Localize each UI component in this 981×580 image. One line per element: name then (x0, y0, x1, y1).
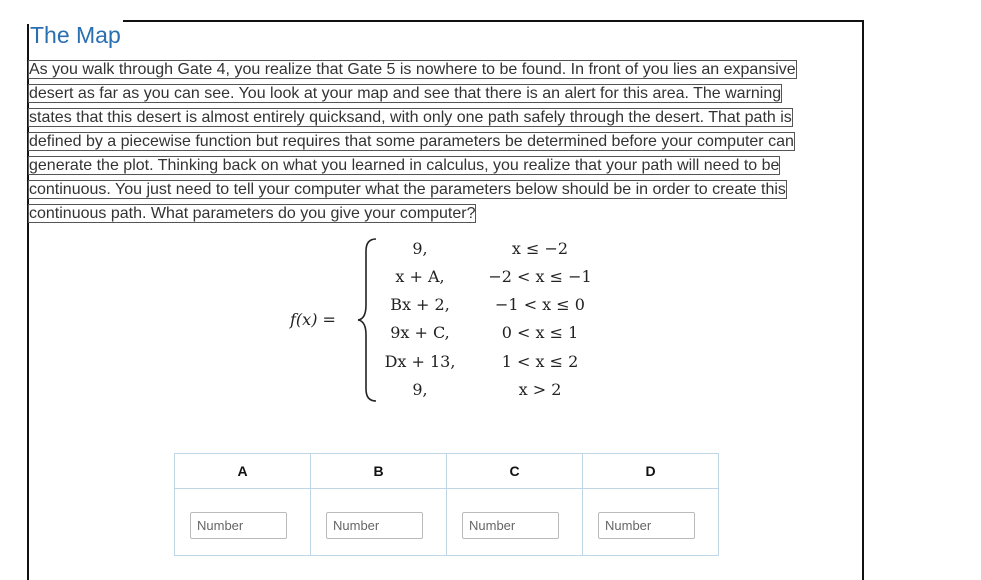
function-lhs: f(x) = (290, 310, 336, 329)
text-line-content: continuous path. What parameters do you give your computer? (29, 205, 476, 222)
text-line-content: continuous. You just need to tell your computer what the parameters below should be in order to create this (29, 181, 786, 198)
parameter-d-input[interactable] (598, 512, 695, 539)
piece-condition: 0 < x ≤ 1 (501, 323, 579, 342)
text-line-content: desert as far as you can see. You look at your map and see that there is an alert for this area. The warning (29, 85, 782, 102)
table-header-row (175, 454, 719, 489)
table-row (175, 489, 719, 556)
cell-b (311, 489, 447, 556)
piecewise-brace (356, 237, 378, 403)
piece-expression: 9, (412, 239, 428, 258)
parameter-a-input[interactable] (190, 512, 287, 539)
question-text (29, 58, 863, 226)
text-line (29, 106, 863, 130)
text-line-content: As you walk through Gate 4, you realize that Gate 5 is nowhere to be found. In front of you lies an expansive (29, 61, 796, 78)
column-header-d: D (583, 454, 719, 489)
text-line (29, 82, 863, 106)
text-line-content: states that this desert is almost entirely quicksand, with only one path safely through the desert. That path is (29, 109, 792, 126)
column-header-a: A (175, 454, 311, 489)
text-line-content: defined by a piecewise function but requires that some parameters be determined before your computer can (29, 133, 794, 150)
text-line (29, 58, 863, 82)
piece-condition: x > 2 (518, 380, 562, 399)
text-line (29, 154, 863, 178)
cell-d (583, 489, 719, 556)
text-line (29, 202, 863, 226)
cell-c (447, 489, 583, 556)
piece-expression: Dx + 13, (384, 352, 456, 371)
page-title: The Map (30, 22, 121, 48)
text-line (29, 130, 863, 154)
column-header-c: C (447, 454, 583, 489)
parameter-c-input[interactable] (462, 512, 559, 539)
piece-expression: Bx + 2, (390, 295, 450, 314)
text-line-content: generate the plot. Thinking back on what you learned in calculus, you realize that your path will need to be (29, 157, 780, 174)
text-line (29, 178, 863, 202)
piece-condition: −2 < x ≤ −1 (488, 267, 592, 286)
piece-expression: 9x + C, (390, 323, 450, 342)
piece-condition: 1 < x ≤ 2 (501, 352, 579, 371)
piece-condition: −1 < x ≤ 0 (495, 295, 585, 314)
parameter-table (174, 453, 719, 556)
column-header-b: B (311, 454, 447, 489)
piece-expression: 9, (412, 380, 428, 399)
cell-a (175, 489, 311, 556)
piece-expression: x + A, (395, 267, 445, 286)
parameter-b-input[interactable] (326, 512, 423, 539)
piece-condition: x ≤ −2 (511, 239, 569, 258)
